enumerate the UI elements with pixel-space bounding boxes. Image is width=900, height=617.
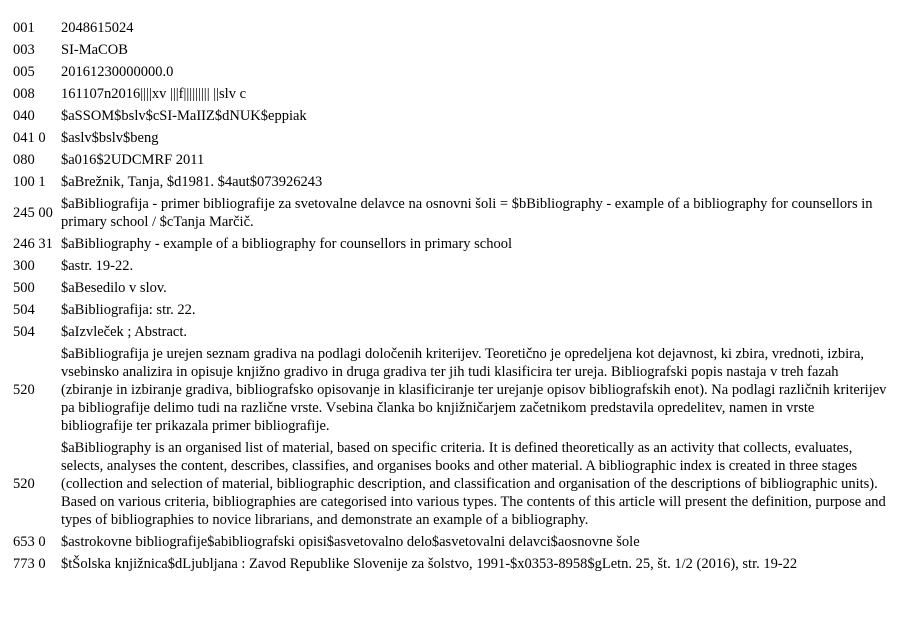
marc-field-row	[13, 437, 888, 531]
field-tag: 008	[13, 86, 35, 102]
field-tag: 500	[13, 280, 35, 296]
field-content: $aBrežnik, Tanja, $d1981. $4aut$073926243	[61, 174, 323, 190]
field-tag: 041 0	[13, 130, 46, 146]
field-content: $aSSOM$bslv$cSI-MaIIZ$dNUK$eppiak	[61, 108, 307, 124]
field-tag: 246 31	[13, 236, 53, 252]
marc-field-row	[13, 127, 888, 149]
marc-field-row	[13, 321, 888, 343]
field-content: $a016$2UDCMRF 2011	[61, 152, 205, 168]
marc-field-row	[13, 343, 888, 437]
field-tag: 653 0	[13, 534, 46, 550]
field-tag: 040	[13, 108, 35, 124]
field-tag: 005	[13, 64, 35, 80]
field-tag: 245 00	[13, 205, 53, 221]
marc-field-row	[13, 255, 888, 277]
field-content: $astrokovne bibliografije$abibliografski opisi$asvetovalno delo$asvetovalni delavci$aosnovne šole	[61, 534, 640, 550]
field-content: $aslv$bslv$beng	[61, 130, 159, 146]
marc-field-row	[13, 553, 888, 575]
field-content: $aBibliografija: str. 22.	[61, 302, 196, 318]
field-content: $aBibliografija - primer bibliografije za svetovalne delavce na osnovni šoli = $bBibliography - example of a bibliography for counsellors in primary school / $cTanja Marčič.	[61, 196, 873, 230]
field-content: 161107n2016||||xv |||f||||||||| ||slv c	[61, 86, 247, 102]
field-content: $aBesedilo v slov.	[61, 280, 167, 296]
marc-field-row	[13, 171, 888, 193]
field-content: $aBibliography is an organised list of material, based on specific criteria. It is defined theoretically as an activity that collects, evaluates, selects, analyses the content, describes, classifies, and organises books and other material. A bibliographic index is created in three stages (collection and selection of material, bibliographic description, and classification and organisation of the descriptions of bibliographic units). Based on various criteria, bibliographies are categorised into various types. The contents of this article will present the definition, purpose and types of bibliographies to novice librarians, and demonstrate an example of a bibliography.	[61, 440, 886, 528]
field-tag: 520	[13, 382, 35, 398]
marc-field-row	[13, 17, 888, 39]
field-tag: 003	[13, 42, 35, 58]
field-content: SI-MaCOB	[61, 42, 128, 58]
field-content: 20161230000000.0	[61, 64, 174, 80]
field-tag: 520	[13, 476, 35, 492]
field-content: $aBibliography - example of a bibliography for counsellors in primary school	[61, 236, 513, 252]
field-tag: 773 0	[13, 556, 46, 572]
field-tag: 080	[13, 152, 35, 168]
marc-field-row	[13, 531, 888, 553]
field-content: $astr. 19-22.	[61, 258, 134, 274]
field-content: 2048615024	[61, 20, 134, 36]
field-content: $tŠolska knjižnica$dLjubljana : Zavod Republike Slovenije za šolstvo, 1991-$x0353-8958$gLetn. 25, št. 1/2 (2016), str. 19-22	[61, 556, 798, 572]
field-content: $aIzvleček ; Abstract.	[61, 324, 188, 340]
field-content: $aBibliografija je urejen seznam gradiva na podlagi določenih kriterijev. Teoretično je opredeljena kot dejavnost, ki zbira, vrednoti, izbira, vsebinsko analizira in opisuje knjižno gradivo in druga gradiva ter jih tudi klasificira ter ureja. Bibliografski popis nastaja v treh fazah (zbiranje in izbiranje gradiva, bibliografsko opisovanje in klasificiranje ter urejanje opisov bibliografskih enot). Na podlagi različnih kriterijev pa bibliografije delimo tudi na različne vrste. Vsebina članka bo knjižničarjem začetnikom predstavila opredelitev, namen in vrste bibliografije ter prikazala primer bibliografije.	[61, 346, 887, 434]
field-tag: 300	[13, 258, 35, 274]
marc-field-row	[13, 233, 888, 255]
marc-field-row	[13, 61, 888, 83]
marc-record-table	[13, 17, 888, 575]
marc-field-row	[13, 83, 888, 105]
field-tag: 504	[13, 324, 35, 340]
marc-field-row	[13, 39, 888, 61]
marc-field-row	[13, 149, 888, 171]
field-tag: 504	[13, 302, 35, 318]
marc-field-row	[13, 277, 888, 299]
marc-field-row	[13, 105, 888, 127]
marc-field-row	[13, 193, 888, 233]
field-tag: 100 1	[13, 174, 46, 190]
field-tag: 001	[13, 20, 35, 36]
marc-field-row	[13, 299, 888, 321]
